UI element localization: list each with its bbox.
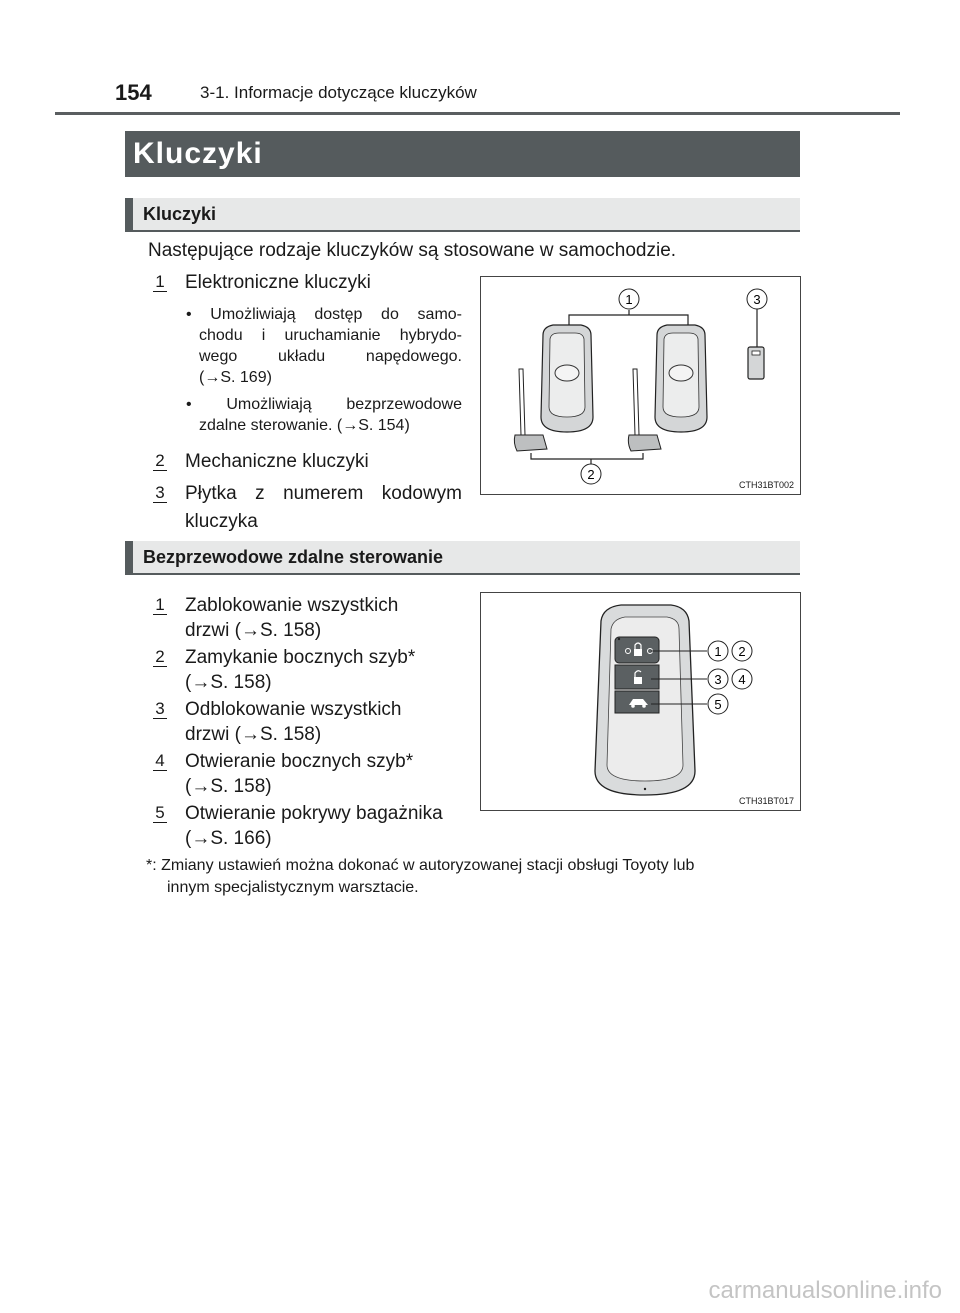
- remote-illustration: [481, 593, 800, 810]
- remote-item-2-line-2: (→S. 158): [185, 672, 272, 693]
- keys-item-1-number: 1: [153, 272, 167, 292]
- remote-item-3-line-2: drzwi (→S. 158): [185, 724, 322, 745]
- remote-item-4-line-1: Otwieranie bocznych szyb*: [185, 751, 414, 772]
- remote-item-4-number: 4: [153, 751, 167, 771]
- keys-item-1-text: Elektroniczne kluczyki: [185, 272, 371, 293]
- watermark: carmanualsonline.info: [708, 1277, 942, 1304]
- remote-item-2-text: [185, 645, 415, 695]
- keys-intro: Następujące rodzaje kluczyków są stosowane w samochodzie.: [148, 240, 677, 261]
- fig2-callout-4: 4: [738, 672, 746, 687]
- remote-item-2-line-1: Zamykanie bocznych szyb*: [185, 647, 416, 668]
- keys-item-3-number: 3: [153, 483, 167, 503]
- running-title: 3-1. Informacje dotyczące kluczyków: [200, 83, 477, 102]
- remote-item-3-line-1: Odblokowanie wszystkich: [185, 699, 402, 720]
- remote-item-1-number: 1: [153, 595, 167, 615]
- bullet-2-line-1: • Umożliwiają bezprzewodowe: [186, 396, 462, 413]
- keys-item-3-line-2: kluczyka: [185, 511, 258, 532]
- figure-code-remote: CTH31BT017: [738, 796, 794, 806]
- subsection-remote-heading: Bezprzewodowe zdalne sterowanie: [125, 541, 800, 575]
- fig1-callout-3: 3: [753, 292, 761, 307]
- remote-item-3-text: [185, 697, 401, 747]
- footnote-line-2: innym specjalistycznym warsztacie.: [167, 879, 419, 896]
- fig2-callout-5: 5: [714, 697, 722, 712]
- key-number-plate-icon: [748, 347, 764, 379]
- remote-figure: [480, 592, 801, 811]
- remote-item-1-text: [185, 593, 398, 643]
- remote-item-5-line-2: (→S. 166): [185, 828, 272, 849]
- bullet-2-line-2: zdalne sterowanie. (→S. 154): [199, 417, 410, 434]
- bullet-1-line-2: chodu i uruchamianie hybrydo-: [199, 327, 462, 344]
- subsection-keys-heading: Kluczyki: [125, 198, 800, 232]
- remote-item-3-number: 3: [153, 699, 167, 719]
- fig2-callout-1: 1: [714, 644, 722, 659]
- remote-item-1-line-1: Zablokowanie wszystkich: [185, 595, 399, 616]
- fig1-callout-1: 1: [625, 292, 633, 307]
- fig1-callout-2: 2: [587, 467, 595, 482]
- fig2-callout-3: 3: [714, 672, 722, 687]
- smart-key-right-icon: [655, 325, 707, 432]
- keys-figure: [480, 276, 801, 495]
- remote-item-5-text: [185, 801, 443, 851]
- remote-item-4-line-2: (→S. 158): [185, 776, 272, 797]
- bullet-1-line-1: • Umożliwiają dostęp do samo-: [186, 306, 462, 323]
- remote-item-4-text: [185, 749, 413, 799]
- remote-item-5-line-1: Otwieranie pokrywy bagażnika: [185, 803, 443, 824]
- header-rule: [55, 112, 900, 115]
- fig2-callout-2: 2: [738, 644, 746, 659]
- remote-item-1-line-2: drzwi (→S. 158): [185, 620, 322, 641]
- bullet-1-line-4: (→S. 169): [199, 369, 272, 386]
- footnote-line-1: *: Zmiany ustawień można dokonać w autoryzowanej stacji obsługi Toyoty lub: [146, 857, 695, 874]
- smart-key-left-icon: [541, 325, 593, 432]
- keys-illustration: [481, 277, 800, 494]
- keys-item-2-number: 2: [153, 451, 167, 471]
- keys-item-3-text: [185, 481, 462, 534]
- smart-key-remote-icon: [595, 605, 695, 795]
- remote-item-5-number: 5: [153, 803, 167, 823]
- section-title: Kluczyki: [125, 131, 800, 177]
- keys-item-2-text: Mechaniczne kluczyki: [185, 451, 369, 472]
- page-number: 154: [115, 80, 152, 105]
- bullet-2: [186, 394, 462, 436]
- footnote: [146, 855, 801, 899]
- bullet-1: [186, 304, 462, 388]
- keys-item-3-line-1: Płytka z numerem kodowym: [185, 483, 462, 504]
- remote-item-2-number: 2: [153, 647, 167, 667]
- bullet-1-line-3: wego układu napędowego.: [199, 348, 462, 365]
- figure-code-keys: CTH31BT002: [738, 480, 794, 490]
